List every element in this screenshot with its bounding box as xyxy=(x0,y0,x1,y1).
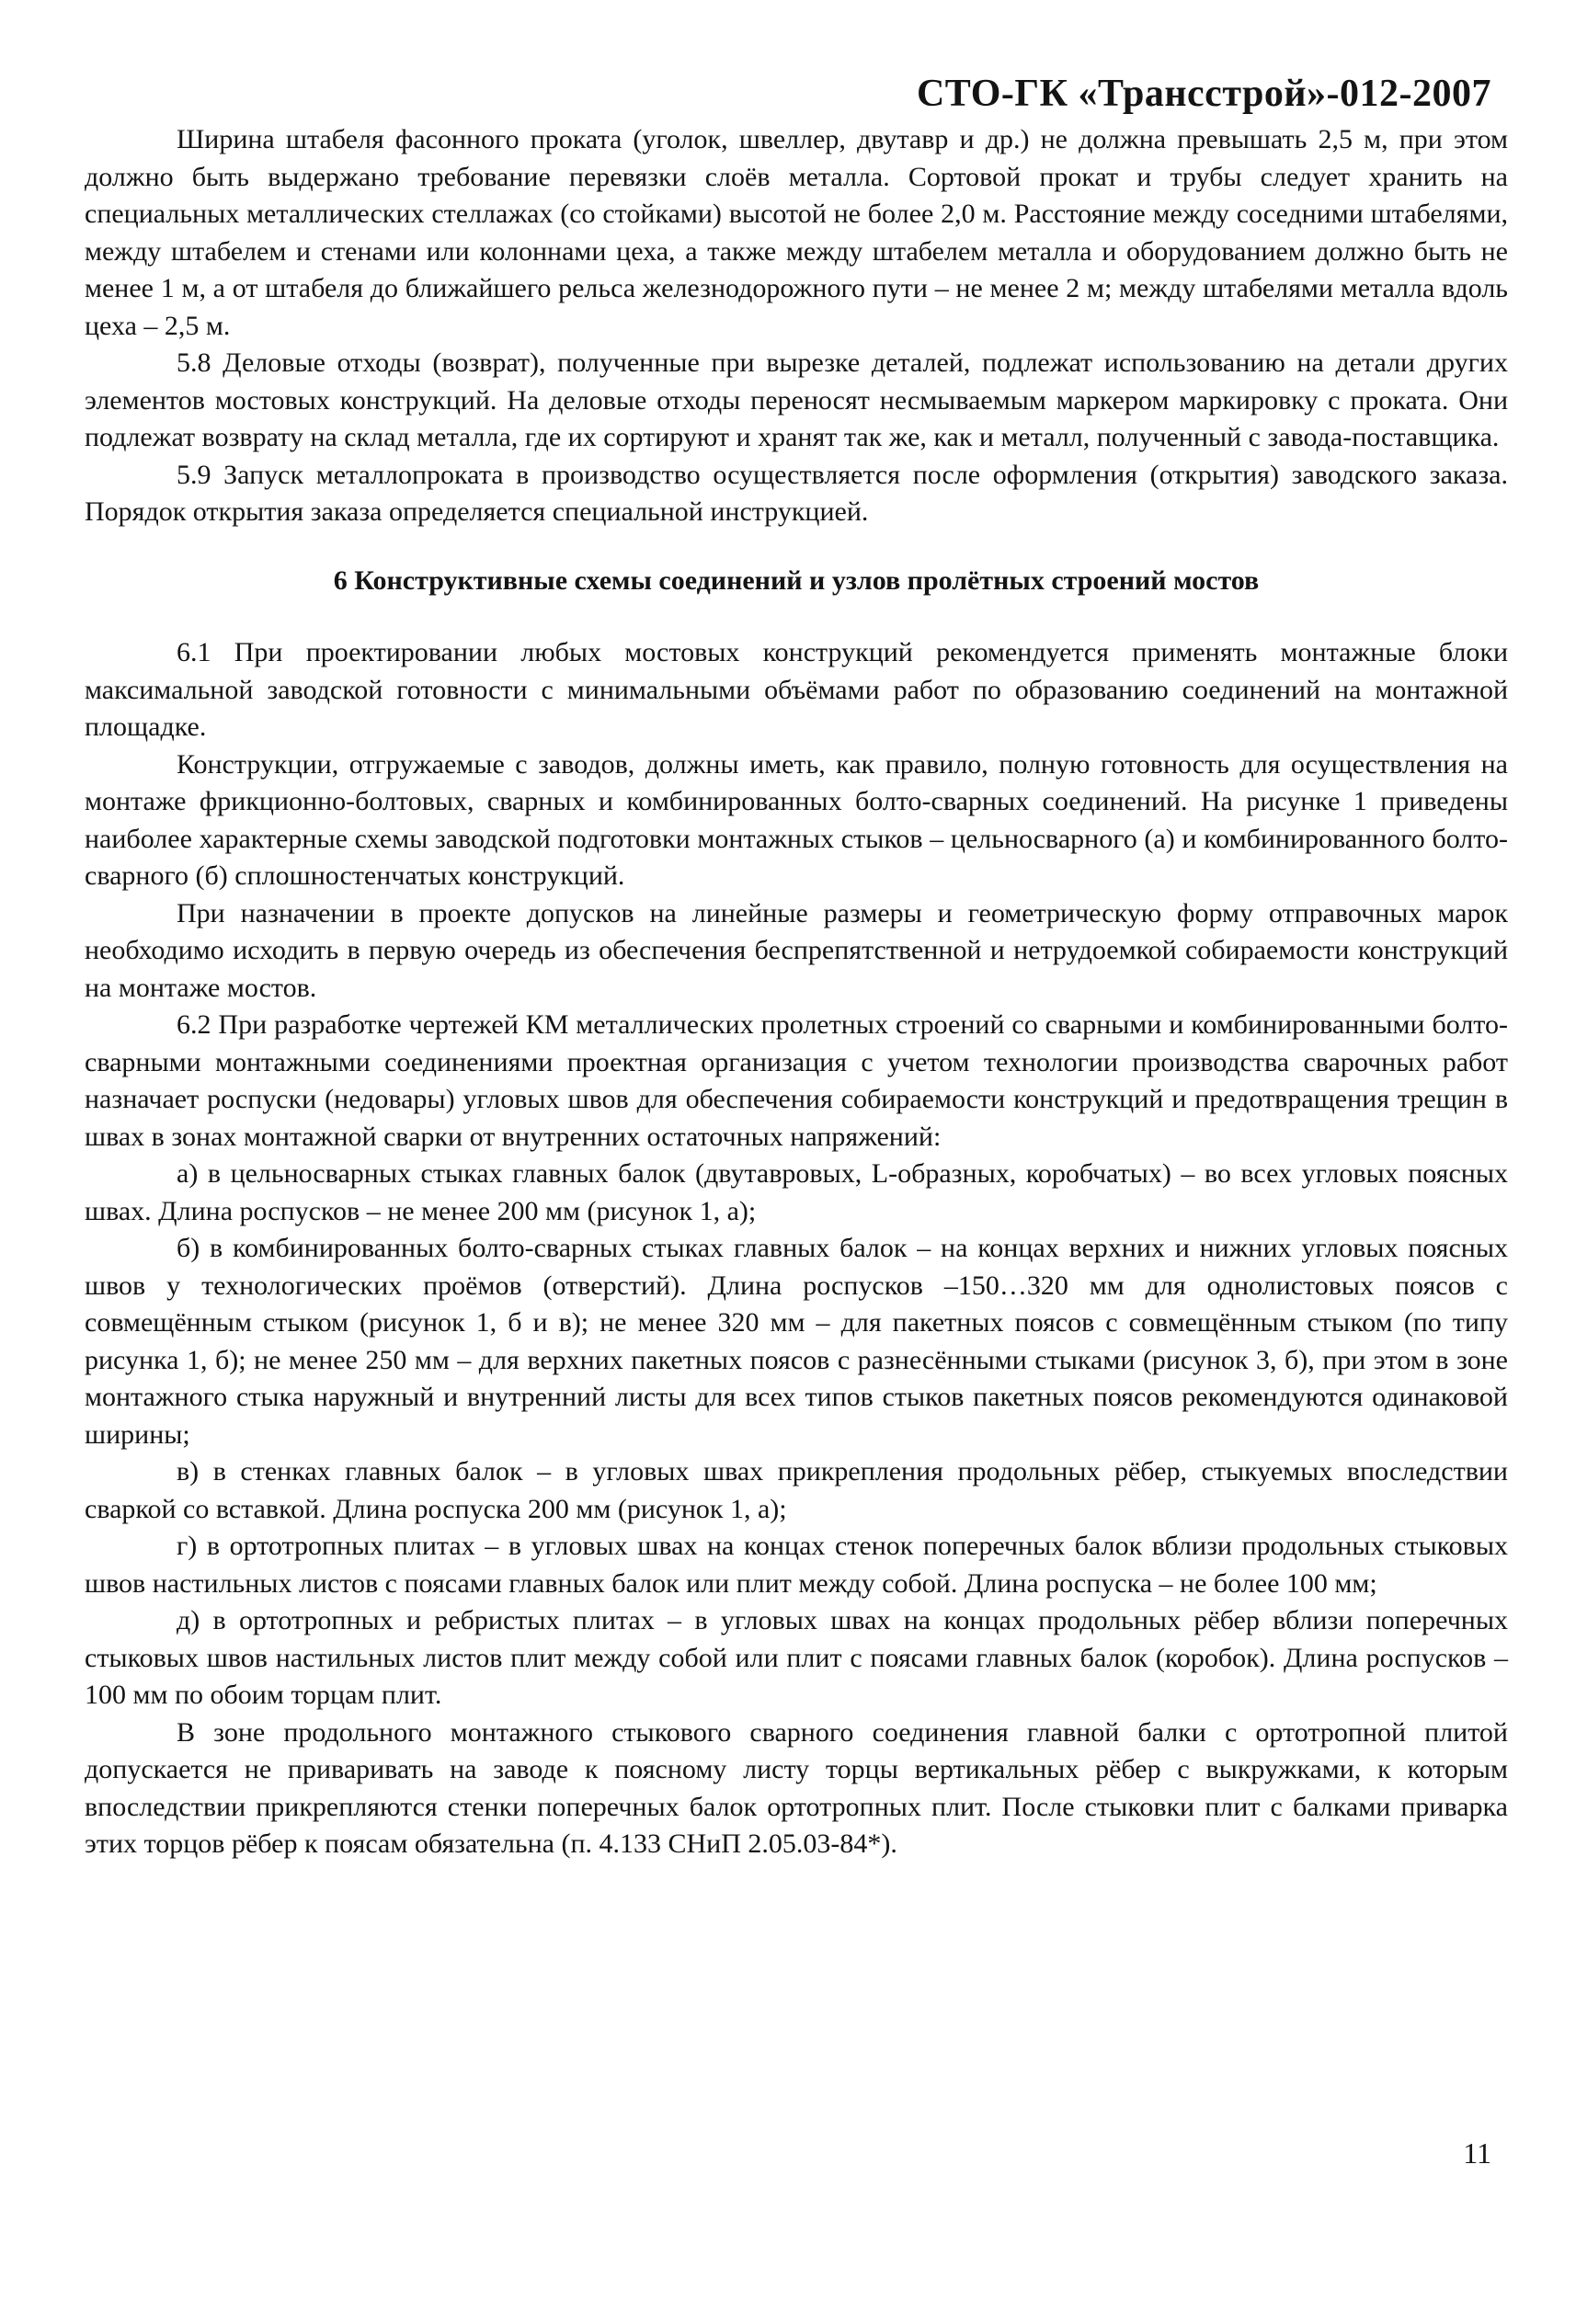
paragraph-5-9: 5.9 Запуск металлопроката в производство осуществляется после оформления (открытия) заводского заказа. Порядок открытия заказа определяется специальной инструкцией. xyxy=(85,459,1508,527)
paragraph-stacking-width: Ширина штабеля фасонного проката (уголок, швеллер, двутавр и др.) не должна превышать 2,5 м, при этом должно быть выдержано требование перевязки слоёв металла. Сортовой прокат и трубы следует хранить на специальных металлических стеллажах (со стойками) высотой не более 2,0 м. Расстояние между соседними штабелями, между штабелем и стенами или колоннами цеха, а также между штабелем металла и оборудованием должно быть не менее 1 м, а от штабеля до ближайшего рельса железнодорожного пути – не менее 2 м; между штабелями металла вдоль цеха – 2,5 м. xyxy=(85,124,1508,341)
list-item-d: д) в ортотропных и ребристых плитах – в угловых швах на концах продольных рёбер вблизи поперечных стыковых швов настильных листов плит между собой или плит с поясами главных балок (коробок). Длина роспусков – 100 мм по обоим торцам плит. xyxy=(85,1605,1508,1710)
document-body xyxy=(85,121,1508,1863)
paragraph-tolerances: При назначении в проекте допусков на линейные размеры и геометрическую форму отправочных марок необходимо исходить в первую очередь из обеспечения беспрепятственной и нетрудоемкой собираемости конструкций на монтаже мостов. xyxy=(85,897,1508,1003)
list-item-a: а) в цельносварных стыках главных балок (двутавровых, L-образных, коробчатых) – во всех угловых поясных швах. Длина роспусков – не менее 200 мм (рисунок 1, а); xyxy=(85,1158,1508,1226)
paragraph-6-2: 6.2 При разработке чертежей КМ металлических пролетных строений со сварными и комбинированными болто-сварными монтажными соединениями проектная организация с учетом технологии производства сварочных работ назначает роспуски (недовары) угловых швов для обеспечения собираемости конструкций и предотвращения трещин в швах в зонах монтажной сварки от внутренних остаточных напряжений: xyxy=(85,1009,1508,1152)
list-item-v: в) в стенках главных балок – в угловых швах прикрепления продольных рёбер, стыкуемых впоследствии сваркой со вставкой. Длина роспуска 200 мм (рисунок 1, а); xyxy=(85,1456,1508,1524)
paragraph-5-8: 5.8 Деловые отходы (возврат), полученные при вырезке деталей, подлежат использованию на детали других элементов мостовых конструкций. На деловые отходы переносят несмываемым маркером маркировку с проката. Они подлежат возврату на склад металла, где их сортируют и хранят так же, как и металл, полученный с завода-поставщика. xyxy=(85,347,1508,452)
list-item-g: г) в ортотропных плитах – в угловых швах на концах стенок поперечных балок вблизи продольных стыковых швов настильных листов с поясами главных балок или плит между собой. Длина роспуска – не более 100 мм; xyxy=(85,1531,1508,1599)
document-header: СТО-ГК «Трансстрой»-012-2007 xyxy=(916,73,1491,115)
paragraph-structures-readiness: Конструкции, отгружаемые с заводов, должны иметь, как правило, полную готовность для осуществления на монтаже фрикционно-болтовых, сварных и комбинированных болто-сварных соединений. На рисунке 1 приведены наиболее характерные схемы заводской подготовки монтажных стыков – цельносварного (а) и комбинированного болто-сварного (б) сплошностенчатых конструкций. xyxy=(85,748,1508,891)
page-number: 11 xyxy=(1463,2136,1491,2170)
paragraph-6-1: 6.1 При проектировании любых мостовых конструкций рекомендуется применять монтажные блоки максимальной заводской готовности с минимальными объёмами работ по образованию соединений на монтажной площадке. xyxy=(85,637,1508,742)
paragraph-longitudinal-joint: В зоне продольного монтажного стыкового сварного соединения главной балки с ортотропной плитой допускается не приваривать на заводе к поясному листу торцы вертикальных рёбер с выкружками, к которым впоследствии прикрепляются стенки поперечных балок ортотропных плит. После стыковки плит с балками приварка этих торцов рёбер к поясам обязательна (п. 4.133 СНиП 2.05.03-84*). xyxy=(85,1716,1508,1859)
section-6-title: 6 Конструктивные схемы соединений и узлов пролётных строений мостов xyxy=(333,564,1260,596)
list-item-b: б) в комбинированных болто-сварных стыках главных балок – на концах верхних и нижних угловых поясных швов у технологических проёмов (отверстий). Длина роспусков –150…320 мм для однолистовых поясов с совмещённым стыком (рисунок 1, б и в); не менее 320 мм – для пакетных поясов с совмещённым стыком (по типу рисунка 1, б); не менее 250 мм – для верхних пакетных поясов с разнесёнными стыками (рисунок 3, б), при этом в зоне монтажного стыка наружный и внутренний листы для всех типов стыков пакетных поясов рекомендуются одинаковой ширины; xyxy=(85,1233,1508,1450)
